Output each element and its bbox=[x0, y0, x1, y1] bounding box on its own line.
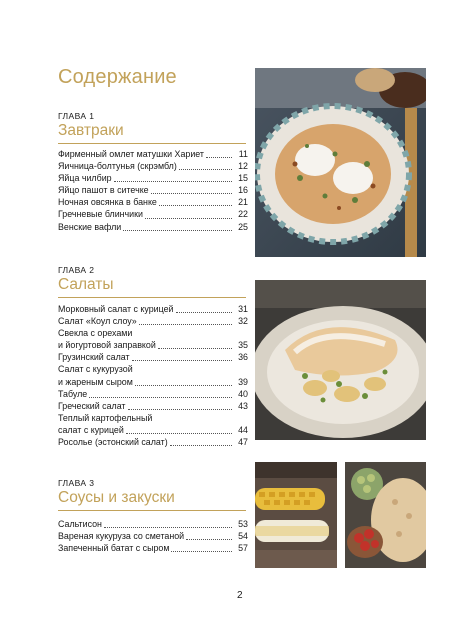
toc-entry[interactable] bbox=[58, 160, 248, 172]
toc-entry[interactable] bbox=[58, 172, 248, 184]
entry-title: Вареная кукуруза со сметаной bbox=[58, 531, 185, 542]
entry-page: 15 bbox=[238, 173, 248, 184]
toc-entry[interactable] bbox=[58, 530, 248, 542]
entry-title: Теплый картофельный bbox=[58, 412, 153, 423]
dot-leader bbox=[145, 218, 232, 219]
dot-leader bbox=[132, 360, 232, 361]
chapter-3-label: ГЛАВА 3 bbox=[58, 478, 95, 488]
entry-title: Запеченный батат с сыром bbox=[58, 543, 170, 554]
dot-leader bbox=[176, 312, 232, 313]
toc-entry[interactable] bbox=[58, 400, 248, 412]
entry-page: 35 bbox=[238, 340, 248, 351]
entry-title: Яичница-болтунья (скрэмбл) bbox=[58, 161, 177, 172]
toc-entry[interactable] bbox=[58, 327, 248, 339]
page-number: 2 bbox=[237, 590, 243, 601]
entry-page: 44 bbox=[238, 424, 248, 435]
toc-entry[interactable] bbox=[58, 436, 248, 448]
entry-page: 22 bbox=[238, 209, 248, 220]
entry-title: Венские вафли bbox=[58, 221, 122, 232]
dot-leader bbox=[170, 445, 232, 446]
chapter-2-title: Салаты bbox=[58, 276, 114, 293]
entry-title: салат с курицей bbox=[58, 424, 124, 435]
entry-page: 43 bbox=[238, 400, 248, 411]
chapter-3-entries bbox=[58, 518, 248, 554]
entry-title: Гречневые блинчики bbox=[58, 209, 143, 220]
toc-entry[interactable] bbox=[58, 315, 248, 327]
entry-title: Греческий салат bbox=[58, 400, 126, 411]
dot-leader bbox=[89, 397, 232, 398]
dot-leader bbox=[123, 230, 232, 231]
page-title: Содержание bbox=[58, 66, 177, 88]
dot-leader bbox=[151, 193, 232, 194]
toc-entry[interactable] bbox=[58, 184, 248, 196]
eggs-chilbir-photo bbox=[255, 68, 426, 257]
dot-leader bbox=[179, 169, 232, 170]
chapter-1-title: Завтраки bbox=[58, 122, 124, 139]
toc-entry[interactable] bbox=[58, 376, 248, 388]
chapter-1-divider bbox=[58, 143, 246, 144]
dot-leader bbox=[128, 409, 232, 410]
entry-title: Фирменный омлет матушки Хариет bbox=[58, 149, 204, 159]
toc-entry[interactable] bbox=[58, 148, 248, 160]
chapter-2-entries bbox=[58, 303, 248, 448]
dot-leader bbox=[139, 324, 232, 325]
entry-page: 54 bbox=[238, 531, 248, 542]
entry-page: 25 bbox=[238, 221, 248, 232]
toc-entry[interactable] bbox=[58, 351, 248, 363]
entry-title: и жареным сыром bbox=[58, 376, 133, 387]
dot-leader bbox=[171, 551, 232, 552]
toc-entry[interactable] bbox=[58, 196, 248, 208]
dot-leader bbox=[206, 157, 232, 158]
chapter-1-label: ГЛАВА 1 bbox=[58, 111, 95, 121]
snacks-photo bbox=[345, 462, 426, 568]
dot-leader bbox=[126, 433, 232, 434]
chapter-2-label: ГЛАВА 2 bbox=[58, 265, 95, 275]
entry-title: Яйца чилбир bbox=[58, 173, 112, 184]
toc-entry[interactable] bbox=[58, 388, 248, 400]
toc-entry[interactable] bbox=[58, 339, 248, 351]
entry-title: Салат с кукурузой bbox=[58, 364, 133, 375]
chicken-salad-photo bbox=[255, 280, 426, 440]
toc-entry[interactable] bbox=[58, 221, 248, 233]
toc-entry[interactable] bbox=[58, 542, 248, 554]
faint-header-mark bbox=[200, 20, 270, 28]
entry-title: Морковный салат с курицей bbox=[58, 304, 174, 314]
entry-page: 21 bbox=[238, 197, 248, 208]
entry-title: Табуле bbox=[58, 388, 88, 399]
entry-page: 11 bbox=[238, 149, 248, 159]
entry-page: 47 bbox=[238, 437, 248, 448]
chapter-3-title: Соусы и закуски bbox=[58, 489, 175, 506]
dot-leader bbox=[114, 181, 232, 182]
entry-title: Салат «Коул слоу» bbox=[58, 316, 137, 327]
dot-leader bbox=[158, 348, 232, 349]
dot-leader bbox=[104, 527, 232, 528]
dot-leader bbox=[135, 385, 232, 386]
chapter-1-entries bbox=[58, 148, 248, 233]
entry-page: 32 bbox=[238, 316, 248, 327]
chapter-3-divider bbox=[58, 510, 246, 511]
toc-entry[interactable] bbox=[58, 518, 248, 530]
corn-photo bbox=[255, 462, 337, 568]
entry-page: 39 bbox=[238, 376, 248, 387]
entry-page: 31 bbox=[238, 304, 248, 314]
entry-title: Яйцо пашот в ситечке bbox=[58, 185, 149, 196]
toc-entry[interactable] bbox=[58, 424, 248, 436]
entry-page: 16 bbox=[238, 185, 248, 196]
chapter-2-divider bbox=[58, 297, 246, 298]
entry-page: 36 bbox=[238, 352, 248, 363]
entry-title: Росолье (эстонский салат) bbox=[58, 437, 168, 448]
entry-title: Сальтисон bbox=[58, 519, 102, 529]
entry-title: Грузинский салат bbox=[58, 352, 130, 363]
entry-page: 40 bbox=[238, 388, 248, 399]
entry-title: Ночная овсянка в банке bbox=[58, 197, 157, 208]
dot-leader bbox=[186, 539, 232, 540]
toc-entry[interactable] bbox=[58, 412, 248, 424]
entry-page: 57 bbox=[238, 543, 248, 554]
toc-entry[interactable] bbox=[58, 303, 248, 315]
toc-entry[interactable] bbox=[58, 363, 248, 375]
entry-title: и йогуртовой заправкой bbox=[58, 340, 156, 351]
toc-entry[interactable] bbox=[58, 208, 248, 220]
entry-title: Свекла с орехами bbox=[58, 328, 133, 339]
entry-page: 53 bbox=[238, 519, 248, 529]
dot-leader bbox=[159, 205, 232, 206]
entry-page: 12 bbox=[238, 161, 248, 172]
